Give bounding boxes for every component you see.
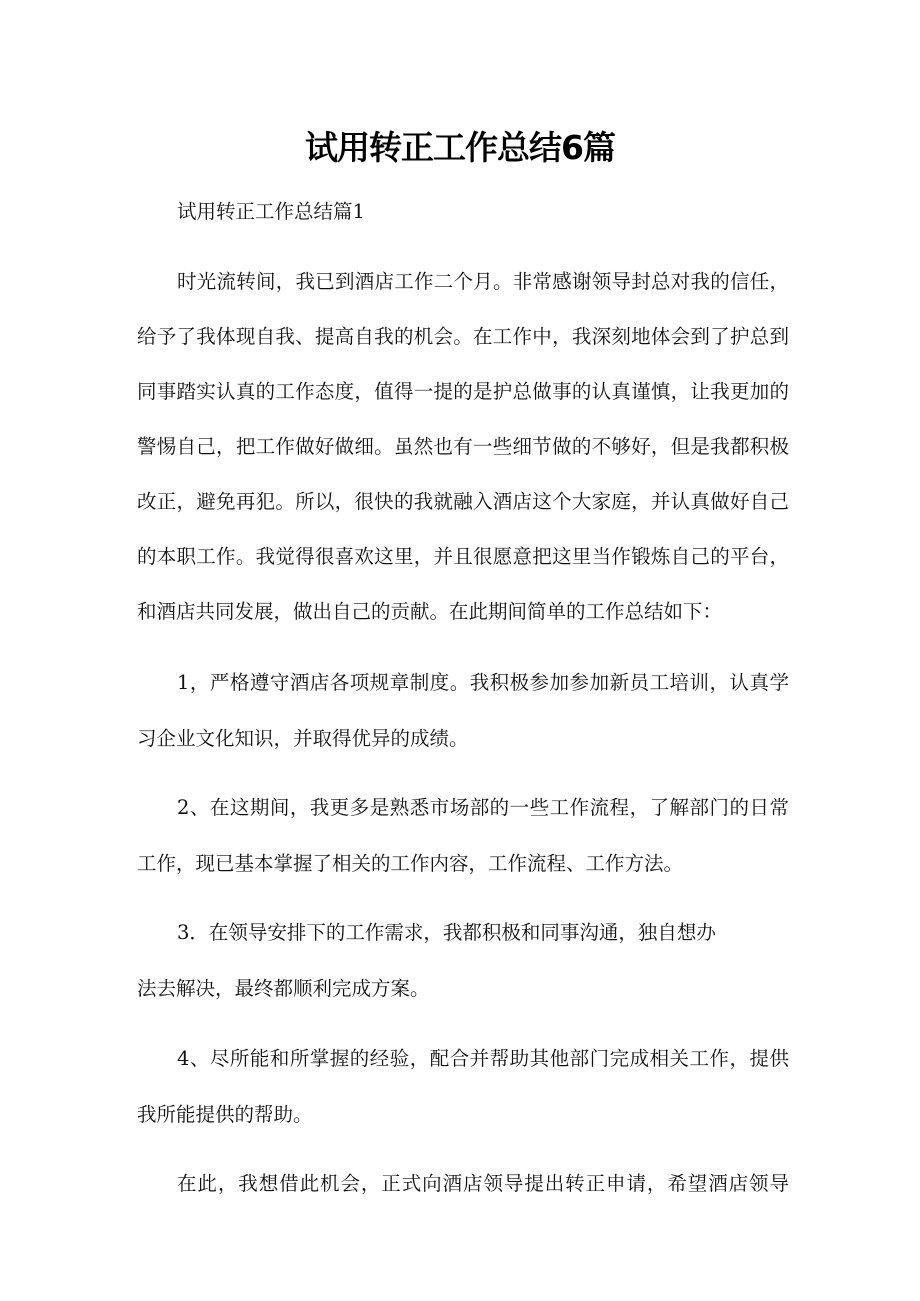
paragraph-line: 法去解决，最终都顺利完成方案。 [137,977,430,1000]
paragraph-line: 工作，现已基本掌握了相关的工作内容，工作流程、工作方法。 [137,852,684,875]
paragraph-line: 在此，我想借此机会，正式向酒店领导提出转正申请，希望酒店领导 [177,1172,789,1195]
paragraph-line: 同事踏实认真的工作态度，值得一提的是护总做事的认真谨慎，让我更加的 [137,380,789,403]
paragraph-line: 时光流转间，我已到酒店工作二个月。非常感谢领导封总对我的信任， [177,270,789,293]
section-heading: 试用转正工作总结篇1 [177,200,365,223]
paragraph-line: 改正，避免再犯。所以，很快的我就融入酒店这个大家庭，并认真做好自己 [137,490,789,513]
paragraph-line: 习企业文化知识，并取得优异的成绩。 [137,727,469,750]
paragraph-line: 1，严格遵守酒店各项规章制度。我积极参加参加新员工培训，认真学 [177,671,789,694]
paragraph-line: 和酒店共同发展，做出自己的贡献。在此期间简单的工作总结如下： [137,600,723,623]
document-title: 试用转正工作总结6篇 [305,128,615,167]
paragraph-line: 的本职工作。我觉得很喜欢这里，并且很愿意把这里当作锻炼自己的平台， [137,545,789,568]
paragraph-line: 2、在这期间，我更多是熟悉市场部的一些工作流程，了解部门的日常 [177,796,789,819]
paragraph-line: 我所能提供的帮助。 [137,1103,313,1126]
paragraph-line: 3．在领导安排下的工作需求，我都积极和同事沟通，独自想办 [177,921,716,944]
paragraph-line: 4、尽所能和所掌握的经验，配合并帮助其他部门完成相关工作，提供 [177,1047,789,1070]
paragraph-line: 警惕自己，把工作做好做细。虽然也有一些细节做的不够好，但是我都积极 [137,435,789,458]
paragraph-line: 给予了我体现自我、提高自我的机会。在工作中，我深刻地体会到了护总到 [137,325,789,348]
